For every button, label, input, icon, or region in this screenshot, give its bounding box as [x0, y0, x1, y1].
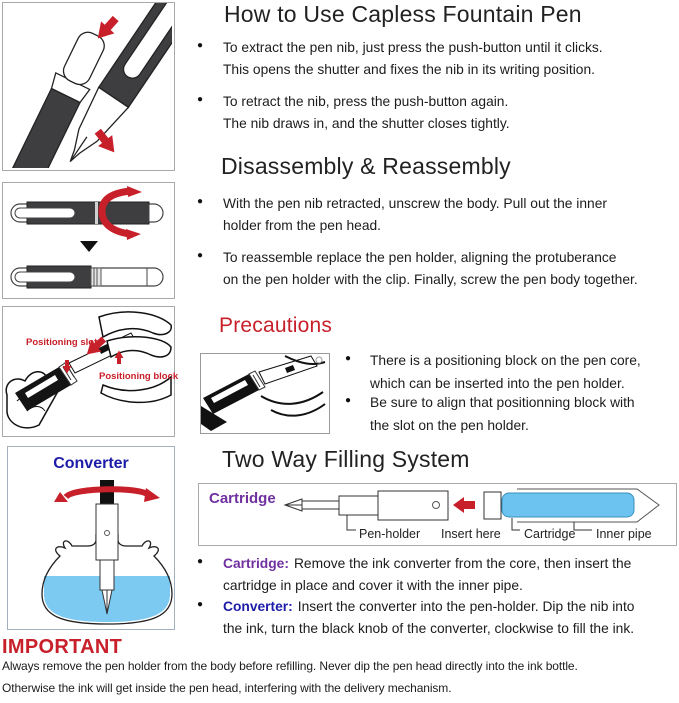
push-button-illustration — [2, 2, 175, 171]
ink-bottle-icon — [8, 478, 174, 626]
pen-unscrew-icon — [3, 183, 172, 296]
bullet-line: To extract the pen nib, just press the push-button until it clicks. — [223, 40, 603, 55]
filling-title: Two Way Filling System — [222, 446, 470, 472]
bullet-line: Cartridge: Remove the ink converter from the core, then insert the — [223, 556, 632, 571]
converter-illustration — [7, 446, 175, 630]
cartridge-lead: Cartridge: — [223, 556, 289, 571]
insert-here-label: Insert here — [441, 527, 501, 541]
bullet-line: the slot on the pen holder. — [370, 417, 529, 433]
bullet-line: To reassemble replace the pen holder, aligning the protuberance — [223, 250, 617, 265]
pen-holder-label: Pen-holder — [359, 527, 421, 541]
bullet-line: cartridge in place and cover it with the inner pipe. — [223, 577, 523, 593]
bullet-line: Converter: Insert the converter into the pen-holder. Dip the nib into — [223, 599, 635, 614]
filling-bullet-cartridge — [197, 553, 631, 596]
bullet-line: With the pen nib retracted, unscrew the body. Pull out the inner — [223, 196, 607, 211]
positioning-block-label: Positioning block — [99, 371, 179, 382]
bullet-line: The nib draws in, and the shutter closes tightly. — [223, 115, 510, 131]
disassembly-bullet-2 — [197, 247, 638, 290]
inner-pipe-label: Inner pipe — [596, 527, 652, 541]
bullet-icon: ● — [197, 196, 204, 207]
bullet-icon: ● — [197, 94, 204, 105]
unscrew-illustration — [2, 182, 175, 299]
converter-box-label: Converter — [53, 455, 129, 472]
precautions-bullet-1 — [345, 350, 641, 395]
important-title: IMPORTANT — [2, 636, 123, 658]
converter-lead: Converter: — [223, 599, 293, 614]
triangle-down-icon — [80, 241, 98, 252]
usage-bullet-1 — [197, 37, 603, 80]
precaution-illustration — [200, 353, 330, 434]
cartridge-heading: Cartridge — [209, 490, 276, 507]
usage-bullet-2 — [197, 91, 510, 134]
bullet-icon: ● — [345, 395, 352, 406]
disassembly-title: Disassembly & Reassembly — [221, 153, 511, 179]
cartridge-diagram — [198, 483, 677, 546]
cartridge-shape — [502, 493, 634, 517]
bullet-icon: ● — [197, 556, 204, 567]
bullet-line: which can be inserted into the pen holder. — [370, 375, 625, 391]
important-line-2: Otherwise the ink will get inside the pen head, interfering with the delivery mechanism. — [2, 681, 452, 695]
bullet-icon: ● — [197, 40, 204, 51]
bullet-line: This opens the shutter and fixes the nib in its writing position. — [223, 61, 595, 77]
bullet-line: holder from the pen head. — [223, 217, 382, 233]
positioning-slot-label: Positioning slot — [26, 337, 98, 348]
usage-title: How to Use Capless Fountain Pen — [224, 1, 582, 27]
bullet-icon: ● — [197, 599, 204, 610]
bullet-icon: ● — [345, 353, 352, 364]
important-line-1: Always remove the pen holder from the body before refilling. Never dip the pen head directly into the ink bottle. — [2, 659, 578, 673]
bullet-line: To retract the nib, press the push-button again. — [223, 94, 509, 109]
insert-arrow-icon — [453, 497, 475, 513]
bullet-icon: ● — [197, 250, 204, 261]
bullet-line: Be sure to align that positionning block with — [370, 395, 635, 410]
precautions-title: Precautions — [219, 314, 333, 337]
positioning-illustration — [2, 306, 179, 437]
precautions-bullet-2 — [345, 392, 635, 437]
bullet-line: the ink, turn the black knob of the converter, clockwise to fill the ink. — [223, 620, 635, 636]
disassembly-bullet-1 — [197, 193, 607, 236]
pen-press-icon — [3, 3, 172, 168]
core-insert-icon — [201, 354, 327, 431]
bullet-line: on the pen holder with the clip. Finally, screw the pen body together. — [223, 271, 638, 287]
cartridge-label: Cartridge — [524, 527, 576, 541]
filling-bullet-converter — [197, 596, 634, 639]
cap-shape — [484, 492, 501, 519]
bullet-line: There is a positioning block on the pen core, — [370, 353, 641, 368]
